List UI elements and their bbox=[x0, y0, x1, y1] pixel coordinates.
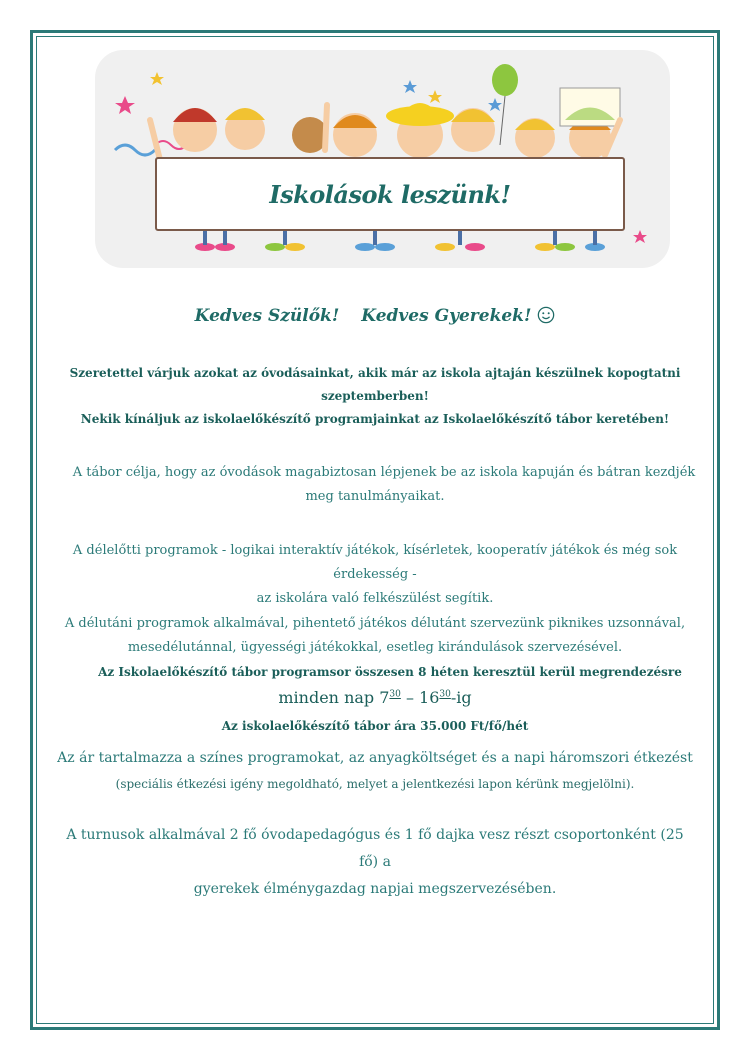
goal-line-1: A tábor célja, hogy az óvodások magabiztosan lépjenek be az iskola kapuján és bátran kezdjék bbox=[72, 465, 696, 480]
intro-line-1: Szeretettel várjuk azokat az óvodásainkat, akik már az iskola ajtaján készülnek kopogtatni bbox=[69, 366, 681, 380]
intro-paragraph bbox=[40, 362, 710, 431]
includes-paragraph bbox=[40, 745, 710, 797]
hours-end-minutes: 30 bbox=[439, 689, 451, 700]
page-title: Iskolások leszünk! bbox=[269, 179, 511, 209]
intro-line-3: Nekik kínáljuk az iskolaelőkészítő programjainkat az Iskolaelőkészítő tábor keretében! bbox=[80, 412, 670, 426]
morning-line-1: A délelőtti programok - logikai interaktív játékok, kísérletek, kooperatív játékok és még sok érdekesség - bbox=[72, 543, 678, 582]
morning-paragraph bbox=[40, 539, 710, 611]
afternoon-line-2: mesedélutánnal, ügyességi játékokkal, esetleg kirándulások szervezésével. bbox=[127, 640, 623, 655]
hours-suffix: -ig bbox=[450, 688, 472, 707]
staff-line-2: gyerekek élménygazdag napjai megszervezésében. bbox=[193, 881, 557, 897]
schedule-hours bbox=[40, 688, 710, 707]
staff-line-1: A turnusok alkalmával 2 fő óvodapedagógus és 1 fő dajka vesz részt csoportonként (25 fő) a bbox=[66, 827, 684, 870]
goal-line-2: meg tanulmányaikat. bbox=[305, 489, 445, 504]
staff-paragraph bbox=[55, 822, 695, 903]
greeting-line bbox=[40, 306, 710, 326]
afternoon-paragraph bbox=[40, 612, 710, 660]
greeting-children: Kedves Gyerekek! bbox=[361, 306, 532, 326]
includes-line-1: Az ár tartalmazza a színes programokat, az anyagköltséget és a napi háromszori étkezést bbox=[57, 750, 693, 766]
smiley-icon bbox=[537, 306, 555, 324]
greeting-parents: Kedves Szülők! bbox=[194, 306, 340, 326]
hours-prefix: minden nap 7 bbox=[278, 688, 390, 707]
morning-line-2: az iskolára való felkészülést segítik. bbox=[256, 591, 494, 606]
hours-dash: – 16 bbox=[400, 688, 440, 707]
goal-paragraph bbox=[40, 461, 710, 509]
price-line: Az iskolaelőkészítő tábor ára 35.000 Ft/fő/hét bbox=[221, 719, 529, 733]
schedule-weeks: Az Iskolaelőkészítő tábor programsor összesen 8 héten keresztül kerül megrendezésre bbox=[98, 665, 682, 679]
banner-sign bbox=[155, 157, 625, 231]
hours-start-minutes: 30 bbox=[389, 689, 401, 700]
afternoon-line-1: A délutáni programok alkalmával, pihentető játékos délutánt szervezünk piknikes uzsonnával, bbox=[64, 616, 686, 631]
includes-line-2: (speciális étkezési igény megoldható, melyet a jelentkezési lapon kérünk megjelölni). bbox=[115, 777, 635, 791]
intro-line-2: szeptemberben! bbox=[321, 389, 429, 403]
